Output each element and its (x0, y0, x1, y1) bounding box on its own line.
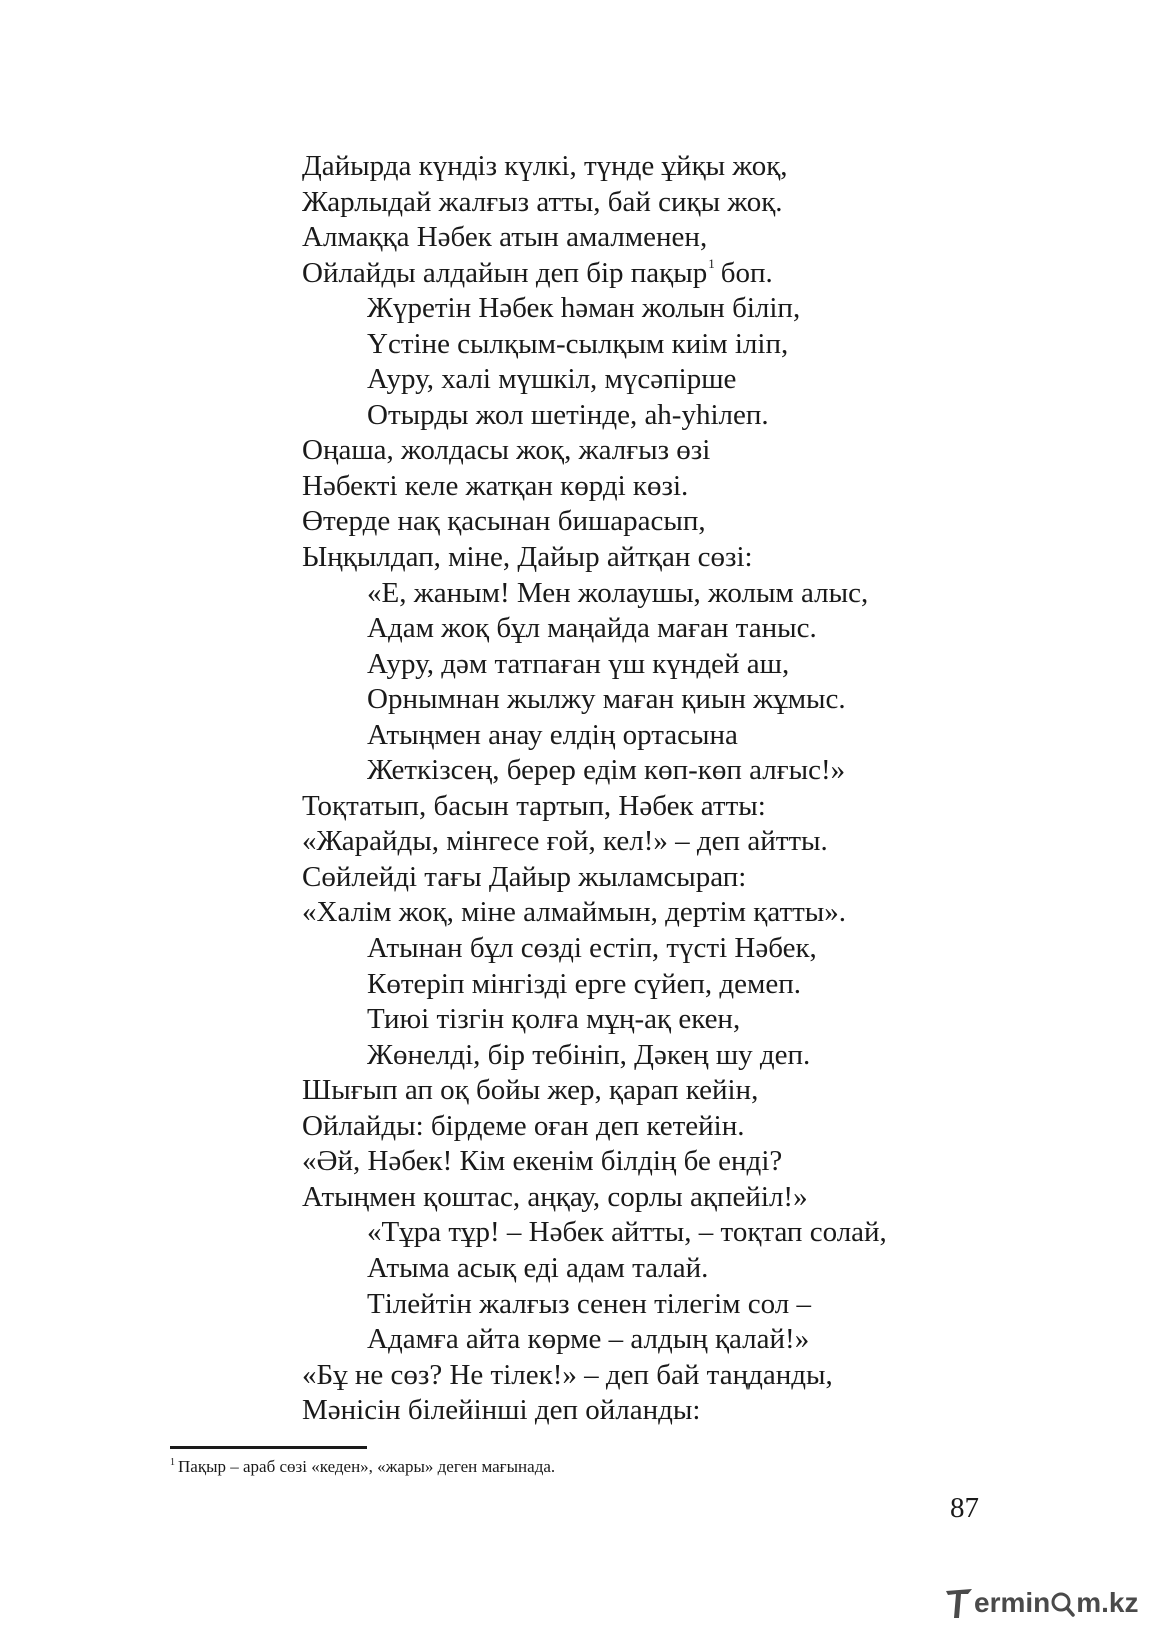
poem-line-text: Дайырда күндіз күлкі, түнде ұйқы жоқ, (302, 150, 788, 182)
poem-line (302, 220, 1002, 256)
poem-line (302, 1144, 1002, 1180)
poem-line-text: «Е, жаным! Мен жолаушы, жолым алыс, (367, 576, 869, 609)
poem-line (302, 576, 1002, 612)
poem-line-text: «Тұра тұр! – Нәбек айтты, – тоқтап солай, (367, 1216, 887, 1249)
poem-line-text: Ауру, дәм татпаған үш күндей аш, (367, 647, 790, 680)
poem-line-text: «Әй, Нәбек! Кім екенім білдің бе енді? (302, 1145, 783, 1178)
poem-line-text: Ойлайды алдайын деп бір пақыр (302, 256, 708, 289)
poem-line-text: «Жарайды, мінгесе ғой, кел!» – деп айтты. (302, 825, 828, 858)
poem-line-text: Атынан бұл сөзді естіп, түсті Нәбек, (367, 932, 817, 965)
poem-line-text: Атыңмен қоштас, аңқау, сорлы ақпейіл!» (302, 1180, 808, 1213)
poem-line-text: Жүретін Нәбек һәман жолын біліп, (367, 292, 801, 325)
poem-line (302, 1109, 1002, 1145)
poem-line-text-after: боп. (720, 256, 773, 289)
poem-line-text: Оңаша, жолдасы жоқ, жалғыз өзі (302, 434, 711, 467)
watermark-t-logo-icon (944, 1585, 974, 1621)
poem-line-text: Жеткізсең, берер едім көп-көп алғыс!» (367, 754, 846, 787)
poem-line-text: Сөйлейді тағы Дайыр жыламсырап: (302, 860, 747, 893)
poem-line (302, 753, 1002, 789)
poem-line-text: Үстіне сылқым-сылқым киім іліп, (367, 327, 789, 360)
poem-line-text: Орнымнан жылжу маған қиын жұмыс. (367, 683, 846, 716)
poem-line (302, 256, 1002, 292)
watermark-logo (944, 1583, 1139, 1623)
poem-line-text: Көтеріп мінгізді ерге сүйеп, демеп. (367, 967, 801, 1000)
poem-line (302, 860, 1002, 896)
magnifier-icon (1050, 1588, 1076, 1618)
poem-line-text: Ыңқылдап, міне, Дайыр айтқан сөзі: (302, 541, 753, 574)
poem-line (302, 967, 1002, 1003)
poem-line (302, 718, 1002, 754)
poem-line-text: Нәбекті келе жатқан көрді көзі. (302, 469, 689, 502)
poem-line (302, 1215, 1002, 1251)
poem-line-text: Отырды жол шетінде, аһ-уһілеп. (367, 398, 769, 431)
poem-line (302, 1038, 1002, 1074)
poem-line (302, 149, 1002, 185)
poem-line-text: Өтерде нақ қасынан бишарасып, (302, 505, 706, 538)
poem-line-text: Жөнелді, бір тебініп, Дәкең шу деп. (367, 1038, 811, 1071)
poem-line (302, 647, 1002, 683)
footnote (170, 1456, 555, 1478)
poem-line (302, 540, 1002, 576)
poem-line (302, 789, 1002, 825)
poem-line (302, 931, 1002, 967)
footnote-number: 1 (170, 1457, 175, 1468)
poem-line (302, 1322, 1002, 1358)
poem-line (302, 185, 1002, 221)
poem-line-text: «Халім жоқ, міне алмаймын, дертім қатты». (302, 896, 847, 929)
poem-body (302, 149, 1002, 1429)
watermark-text-part2: m.kz (1076, 1587, 1139, 1618)
poem-line-text: Алмаққа Нәбек атын амалменен, (302, 221, 708, 254)
poem-line (302, 895, 1002, 931)
poem-line-text: Тілейтін жалғыз сенен тілегім сол – (367, 1287, 811, 1320)
poem-line (302, 433, 1002, 469)
poem-line-text: Атыма асық еді адам талай. (367, 1251, 709, 1284)
poem-line-text: Адамға айта көрме – алдың қалай!» (367, 1323, 810, 1356)
poem-line (302, 1358, 1002, 1394)
poem-line (302, 1002, 1002, 1038)
poem-line-text: Адам жоқ бұл маңайда маған таныс. (367, 612, 817, 645)
poem-line (302, 469, 1002, 505)
poem-line (302, 504, 1002, 540)
poem-line (302, 1073, 1002, 1109)
poem-line (302, 824, 1002, 860)
poem-line-text: Ойлайды: бірдеме оған деп кетейін. (302, 1109, 745, 1142)
poem-line (302, 1180, 1002, 1216)
footnote-text: Пақыр – араб сөзі «кеден», «жары» деген мағынада. (178, 1457, 556, 1476)
poem-line-text: Мәнісін білейінші деп ойланды: (302, 1394, 701, 1427)
watermark-text-part1: ermin (974, 1587, 1051, 1618)
poem-line-text: Тиюі тізгін қолға мұң-ақ екен, (367, 1003, 741, 1036)
poem-line (302, 398, 1002, 434)
poem-line (302, 682, 1002, 718)
poem-line-text: Шығып ап оқ бойы жер, қарап кейін, (302, 1074, 759, 1107)
poem-line-text: Тоқтатып, басын тартып, Нәбек атты: (302, 789, 766, 822)
page-number: 87 (950, 1492, 979, 1524)
poem-line (302, 1393, 1002, 1429)
poem-line (302, 291, 1002, 327)
poem-line-text: Ауру, халі мүшкіл, мүсәпірше (367, 363, 737, 396)
poem-line-text: «Бұ не сөз? Не тілек!» – деп бай таңданды, (302, 1358, 833, 1391)
poem-line (302, 1251, 1002, 1287)
footnote-reference: 1 (708, 255, 715, 271)
poem-line (302, 327, 1002, 363)
poem-line (302, 611, 1002, 647)
poem-line (302, 1287, 1002, 1323)
poem-line (302, 362, 1002, 398)
poem-line-text: Жарлыдай жалғыз атты, бай сиқы жоқ. (302, 185, 783, 218)
footnote-divider (170, 1446, 367, 1449)
poem-line-text: Атыңмен анау елдің ортасына (367, 718, 738, 751)
